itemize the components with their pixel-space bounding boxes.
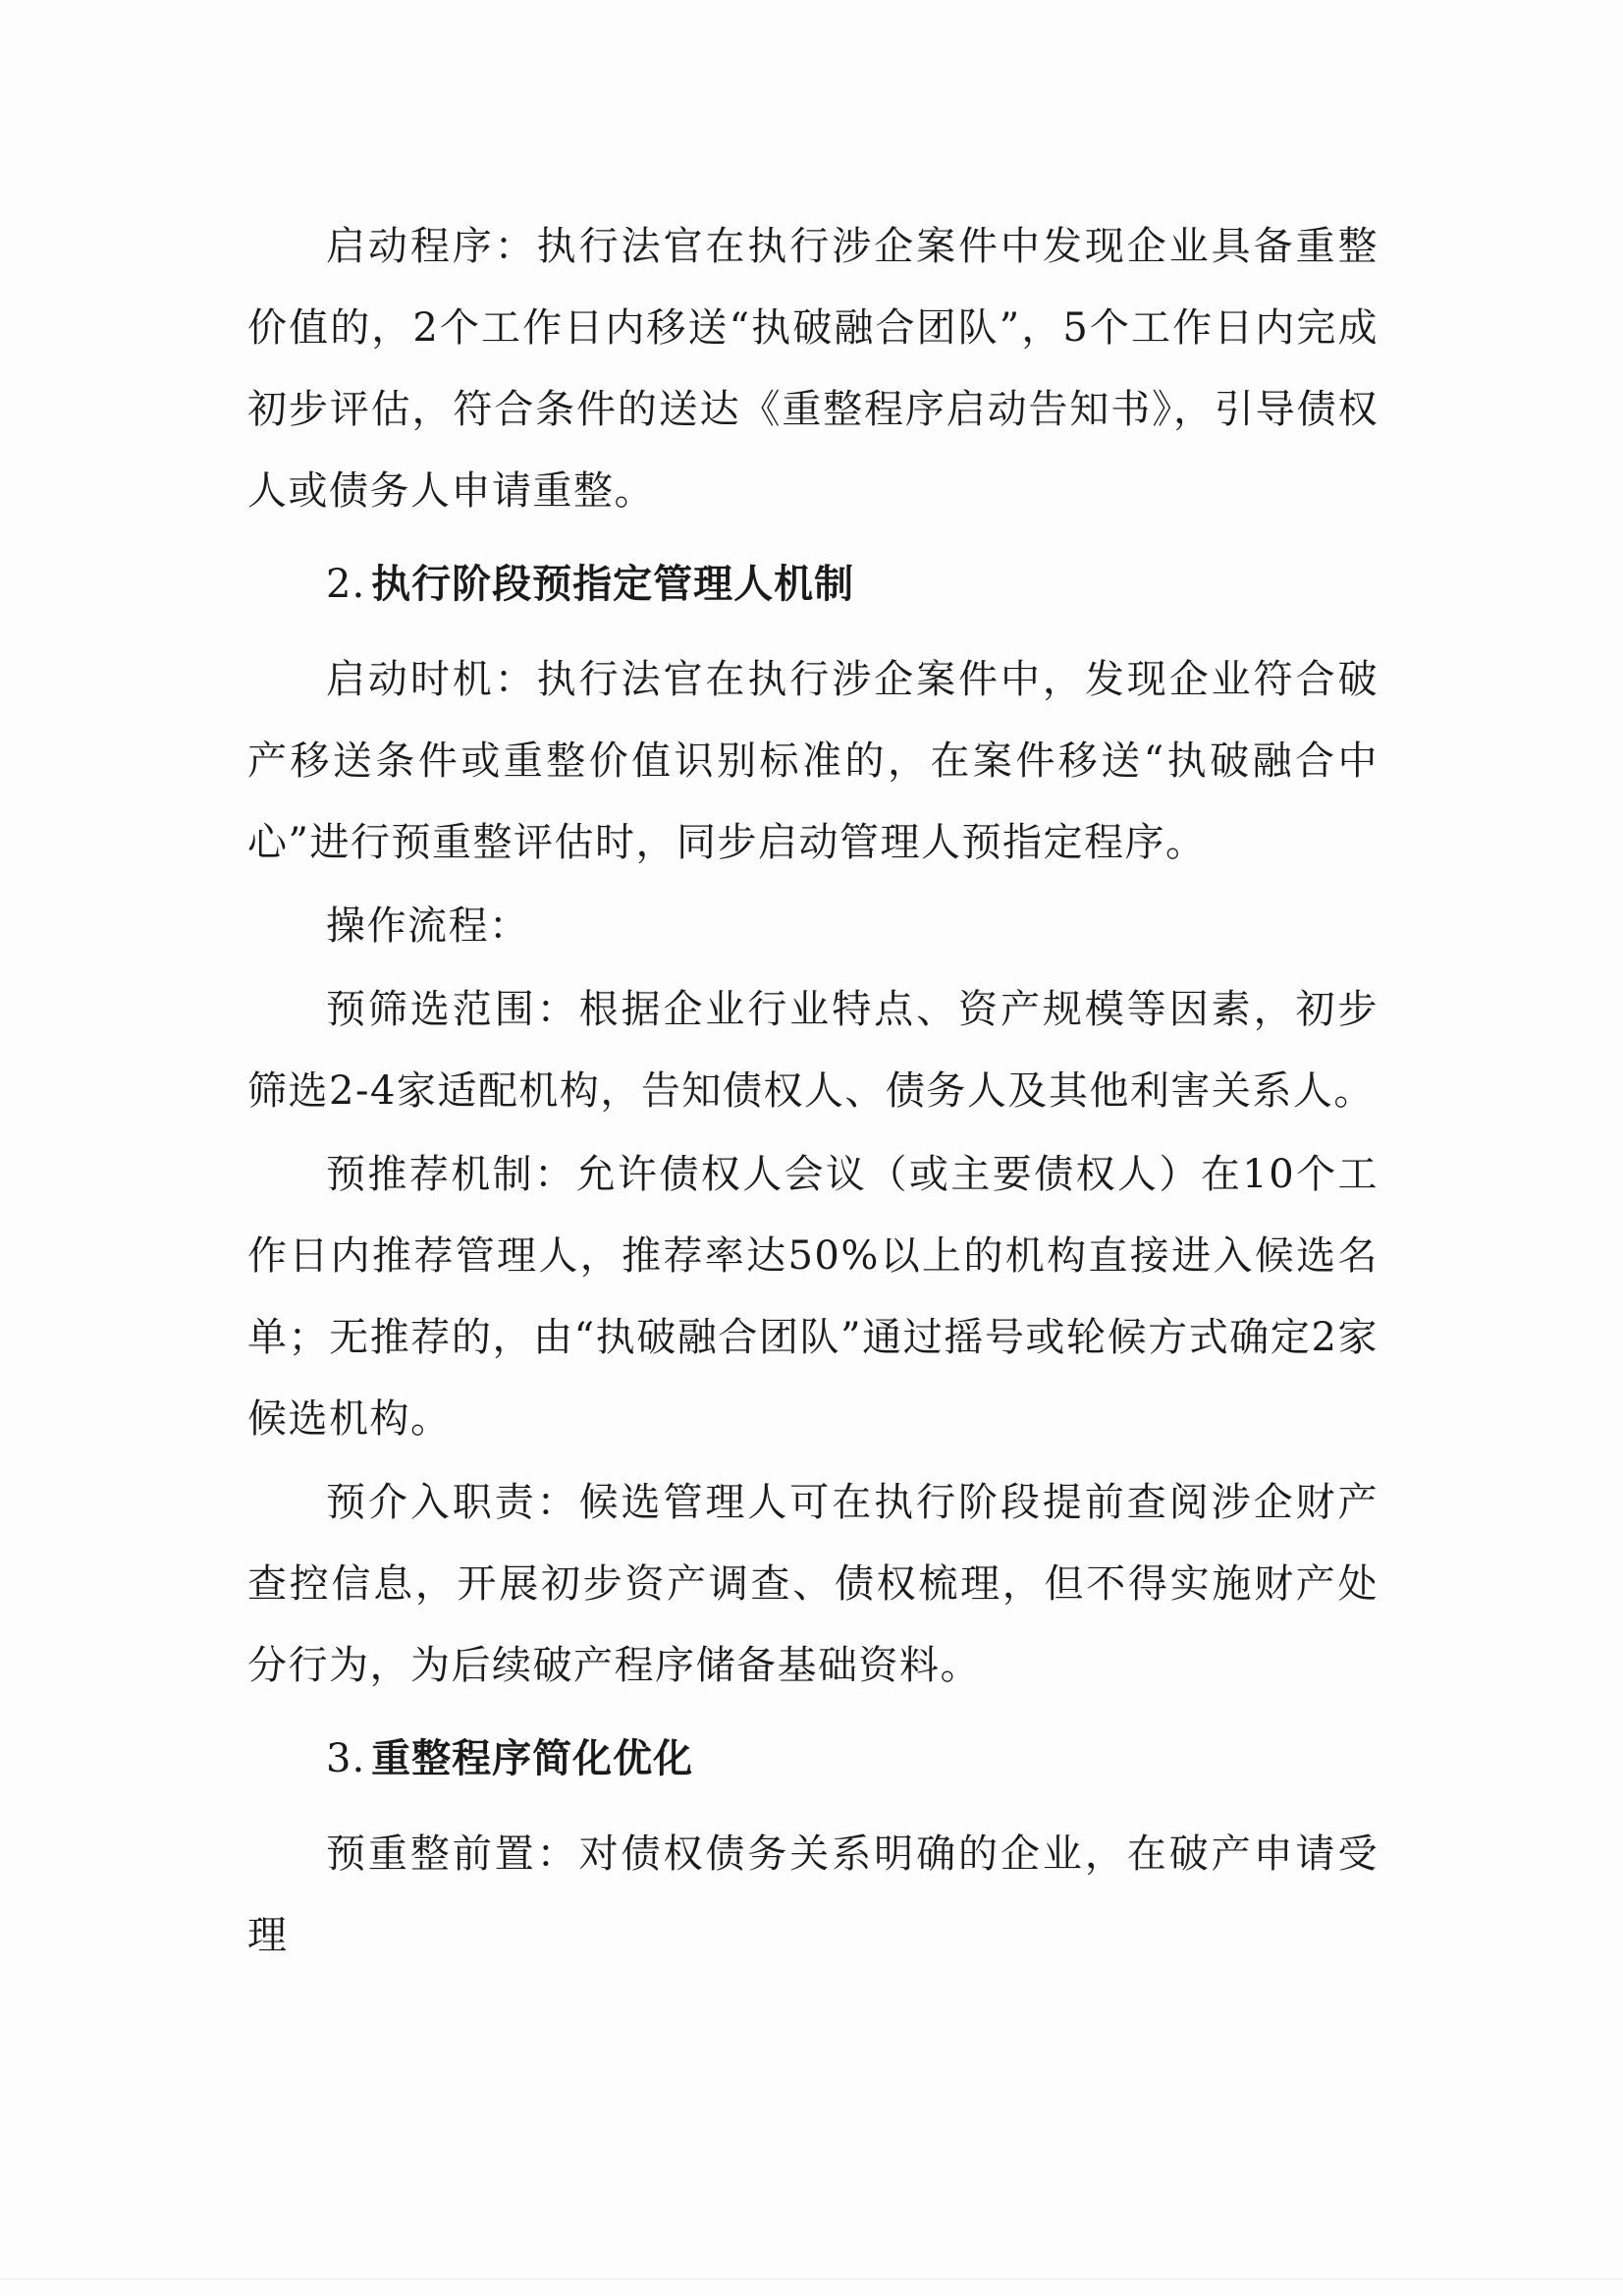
- section-number: 3.: [326, 1736, 366, 1781]
- paragraph-operation-flow: 操作流程：: [326, 903, 530, 949]
- paragraph-prescreening-scope: 预筛选范围：根据企业行业特点、资产规模等因素，初步筛选2-4家适配机构，告知债权人、债务人及其他利害关系人。: [247, 987, 1379, 1114]
- paragraph-pre-reorganization: 预重整前置：对债权债务关系明确的企业，在破产申请受理: [247, 1831, 1379, 1958]
- paragraph-startup-procedure: 启动程序：执行法官在执行涉企案件中发现企业具备重整价值的，2个工作日内移送“执破融合团队”，5个工作日内完成初步评估，符合条件的送达《重整程序启动告知书》，引导债权人或债务人申请重整。: [247, 224, 1379, 514]
- document-body: [247, 206, 1379, 1979]
- section-heading-3: [247, 1719, 1379, 1800]
- paragraph-startup-timing: 启动时机：执行法官在执行涉企案件中，发现企业符合破产移送条件或重整价值识别标准的，在案件移送“执破融合中心”进行预重整评估时，同步启动管理人预指定程序。: [247, 657, 1379, 865]
- paragraph-pre-intervention: 预介入职责：候选管理人可在执行阶段提前查阅涉企财产查控信息，开展初步资产调查、债权梳理，但不得实施财产处分行为，为后续破产程序储备基础资料。: [247, 1480, 1379, 1688]
- section-number: 2.: [326, 562, 366, 607]
- section-heading-2: [247, 544, 1379, 626]
- section-title: 重整程序简化优化: [371, 1736, 694, 1781]
- paragraph-prerecommendation: 预推荐机制：允许债权人会议（或主要债权人）在10个工作日内推荐管理人，推荐率达50%以上的机构直接进入候选名单；无推荐的，由“执破融合团队”通过摇号或轮候方式确定2家候选机构。: [247, 1152, 1379, 1442]
- scan-edge-line: [0, 2278, 1623, 2279]
- section-title: 执行阶段预指定管理人机制: [371, 562, 855, 607]
